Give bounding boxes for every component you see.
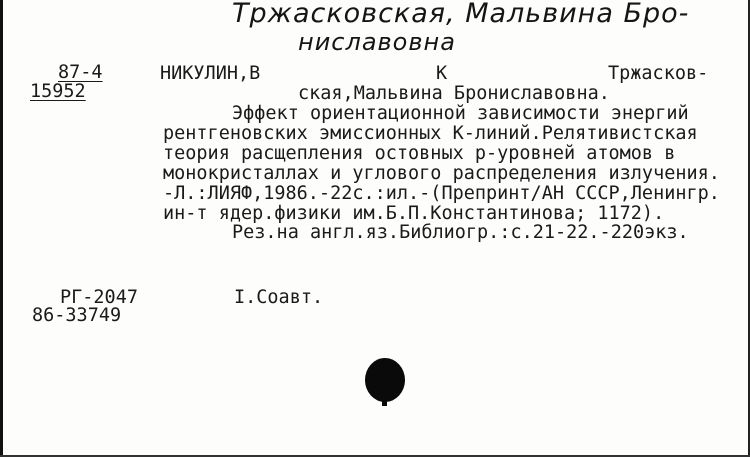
footer-code-1: РГ-2047 <box>60 287 138 308</box>
handwritten-name-line1: Тржасковская, Мальвина Бро- <box>232 0 690 29</box>
body-line-4: монокристаллах и углового распределения излучения. <box>163 163 720 184</box>
tracing-note: I.Соавт. <box>234 287 324 308</box>
body-line-7: Рез.на англ.яз.Библиогр.:с.21-22.-220экз. <box>232 222 689 243</box>
call-number-top: 87-4 <box>58 62 103 83</box>
body-line-2: рентгеновских эмиссионных К-линий.Релятивистская <box>163 123 698 144</box>
body-line-5: -Л.:ЛИЯФ,1986.-22с.:ил.-(Препринт/АН СССР,Ленингр. <box>163 183 720 204</box>
footer-code-2: 86-33749 <box>32 305 122 326</box>
heading-initial: К <box>436 63 448 84</box>
card-left-edge <box>0 0 3 457</box>
heading-continuation: Тржасков- <box>608 63 709 84</box>
heading-author: НИКУЛИН,В <box>160 63 261 84</box>
punch-hole <box>365 358 405 402</box>
call-number-bottom: 15952 <box>30 81 86 102</box>
punch-hole-notch <box>382 398 387 406</box>
body-line-3: теория расщепления остовных р-уровней атомов в <box>163 143 676 164</box>
body-line-1: Эффект ориентационной зависимости энергий <box>232 103 689 124</box>
heading-line2: ская,Мальвина Брониславовна. <box>298 83 610 104</box>
handwritten-name-line2: ниславовна <box>298 28 456 56</box>
body-line-6: ин-т ядер.физики им.Б.П.Константинова; 1172). <box>163 203 665 224</box>
